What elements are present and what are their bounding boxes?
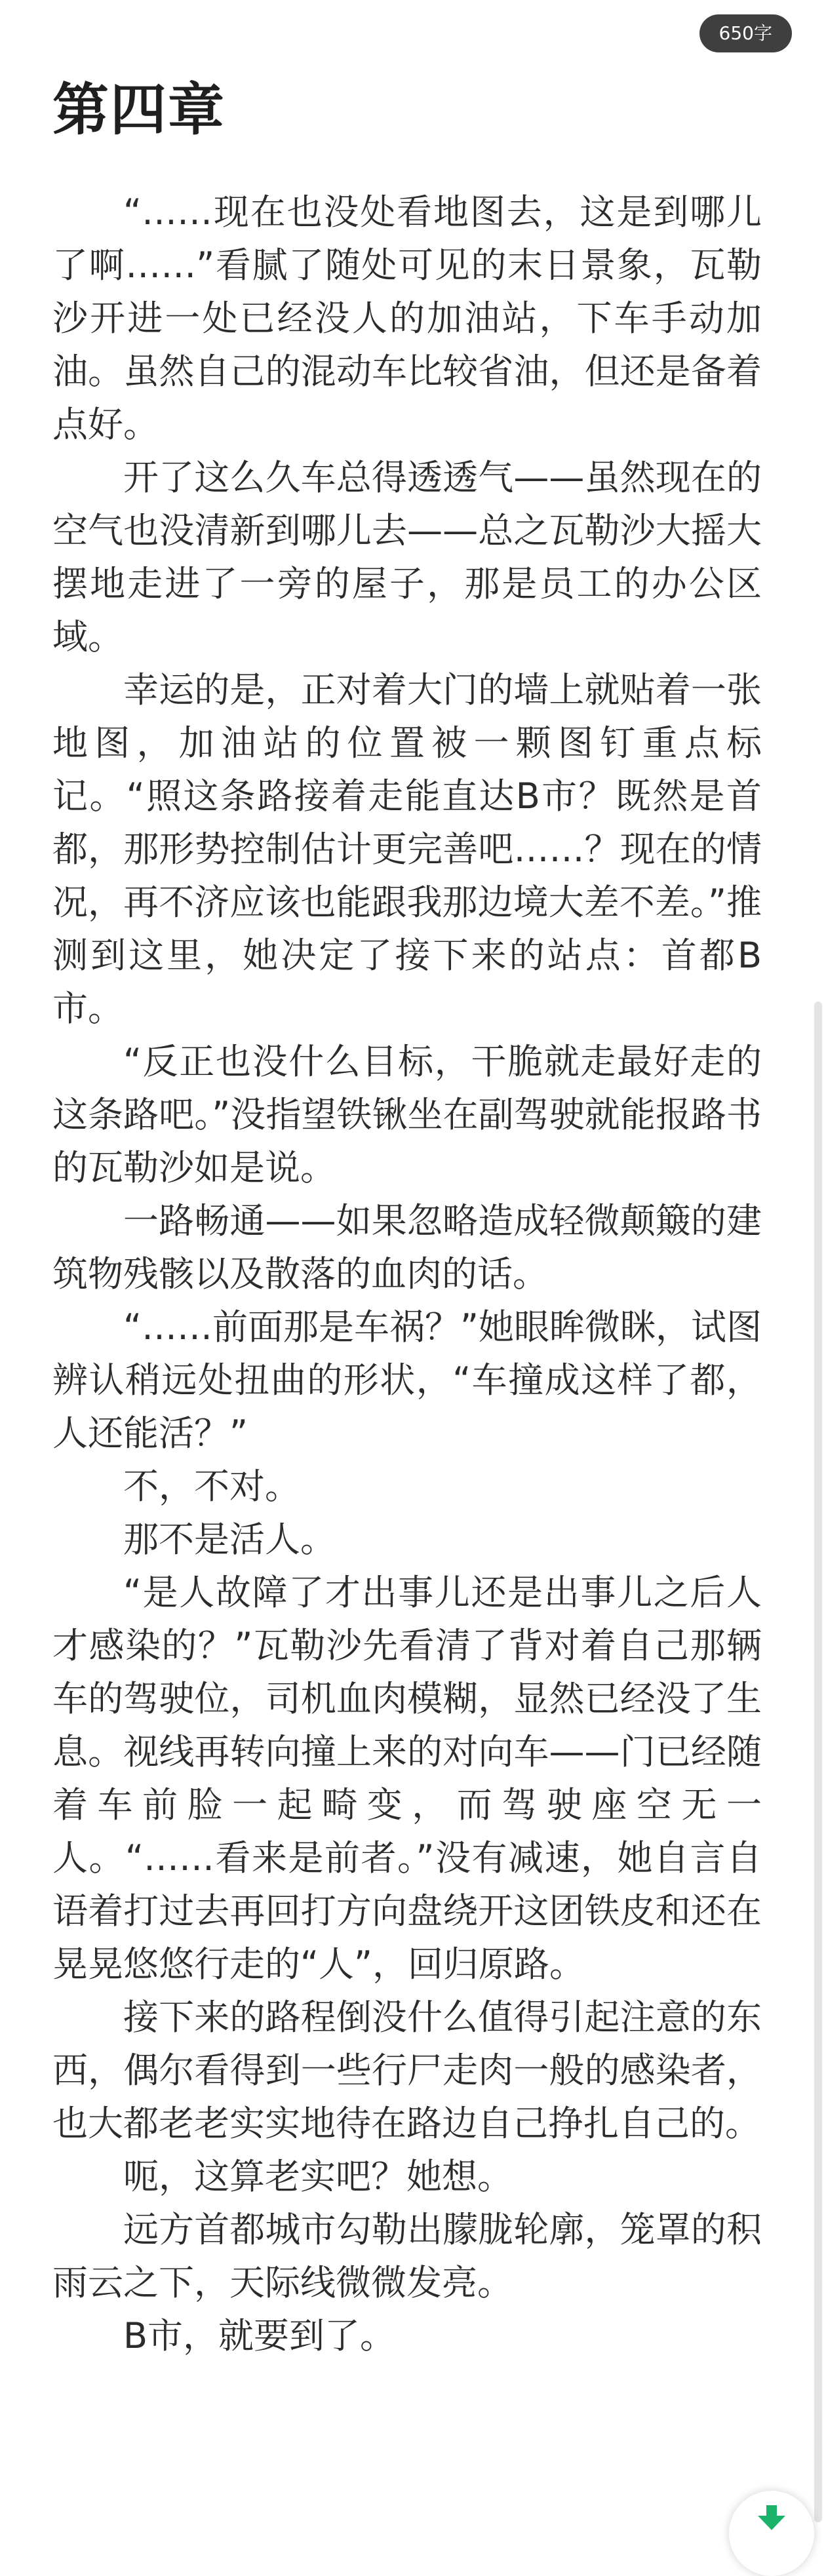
paragraph-13: B市，就要到了。 xyxy=(123,2315,396,2356)
paragraph-6: “……前面那是车祸？”她眼眸微眯，试图辨认稍远处扭曲的形状，“车撞成这样了都，人还能活？” xyxy=(52,1306,762,1454)
paragraph-11: 呃，这算老实吧？她想。 xyxy=(123,2156,513,2197)
download-icon xyxy=(758,2505,785,2531)
download-button[interactable] xyxy=(729,2491,814,2576)
paragraph-12: 远方首都城市勾勒出朦胧轮廓，笼罩的积雨云之下，天际线微微发亮。 xyxy=(52,2209,762,2303)
paragraph-8: 那不是活人。 xyxy=(123,1519,336,1560)
chapter-body xyxy=(52,185,762,2362)
word-count-badge: 650字 xyxy=(699,14,792,52)
scrollbar-thumb[interactable] xyxy=(814,1002,822,2522)
paragraph-1: “……现在也没处看地图去，这是到哪儿了啊……”看腻了随处可见的末日景象，瓦勒沙开进一处已经没人的加油站，下车手动加油。虽然自己的混动车比较省油，但还是备着点好。 xyxy=(52,191,762,445)
chapter-title: 第四章 xyxy=(52,77,226,143)
scrollbar[interactable] xyxy=(810,0,826,2526)
paragraph-5: 一路畅通——如果忽略造成轻微颠簸的建筑物残骸以及散落的血肉的话。 xyxy=(52,1200,762,1295)
paragraph-7: 不，不对。 xyxy=(123,1466,300,1507)
paragraph-4: “反正也没什么目标，干脆就走最好走的这条路吧。”没指望铁锹坐在副驾驶就能报路书的瓦勒沙如是说。 xyxy=(52,1041,762,1188)
paragraph-10: 接下来的路程倒没什么值得引起注意的东西，偶尔看得到一些行尸走肉一般的感染者，也大都老老实实地待在路边自己挣扎自己的。 xyxy=(52,1997,762,2144)
paragraph-9: “是人故障了才出事儿还是出事儿之后人才感染的？”瓦勒沙先看清了背对着自己那辆车的驾驶位，司机血肉模糊，显然已经没了生息。视线再转向撞上来的对向车——门已经随着车前脸一起畸变，而驾驶座空无一人。“……看来是前者。”没有减速，她自言自语着打过去再回打方向盘绕开这团铁皮和还在晃晃悠悠行走的“人”，回归原路。 xyxy=(52,1572,762,1985)
paragraph-3: 幸运的是，正对着大门的墙上就贴着一张地图，加油站的位置被一颗图钉重点标记。“照这条路接着走能直达B市？既然是首都，那形势控制估计更完善吧……？现在的情况，再不济应该也能跟我那边境大差不差。”推测到这里，她决定了接下来的站点：首都B市。 xyxy=(52,669,762,1029)
paragraph-2: 开了这么久车总得透透气——虽然现在的空气也没清新到哪儿去——总之瓦勒沙大摇大摆地走进了一旁的屋子，那是员工的办公区域。 xyxy=(52,457,762,657)
